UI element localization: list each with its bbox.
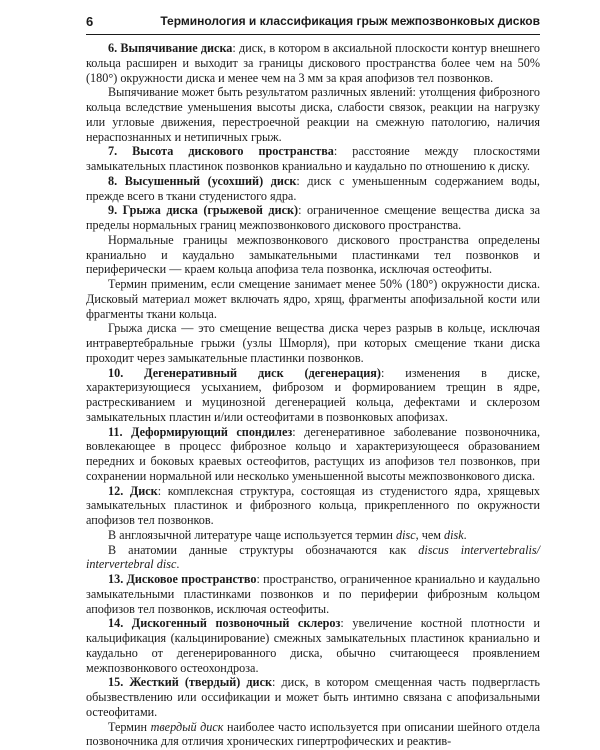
paragraph-text: , чем: [415, 527, 445, 542]
term: 15. Жесткий (твердый) диск: [108, 675, 272, 690]
definition: : дегенеративное заболевание позвоночника, вовлекающее в процесс фиброзное кольцо и характеризующееся образованием передних и боковых краевых остеофитов, растущих из апофизов тел позвонков, при сохранении нормальной или несколько уменьшенной высоты межпозвонкового диска.: [86, 424, 540, 483]
running-title: Терминология и классификация грыж межпозвонковых дисков: [160, 14, 540, 28]
term: 12. Диск: [108, 483, 158, 498]
paragraph-14: [86, 572, 540, 616]
paragraph-text: Нормальные границы межпозвонкового дискового пространства определены краниально и каудально замыкательными пластинками тел позвонков и периферически — краем кольца апофиза тела позвонка, исключая остеофиты.: [86, 232, 540, 277]
paragraph-text: Выпячивание может быть результатом различных явлений: утолщения фиброзного кольца вследствие уменьшения высоты диска, слабости связок, реакции на нагрузку или угловые движения, перестроечной реакции на смежную патологию, наличия нераспознанных и нетипичных грыж.: [86, 85, 540, 144]
term: 8. Высушенный (усохший) диск: [108, 173, 297, 188]
page-header: [86, 14, 540, 32]
term: 11. Деформирующий спондилез: [108, 424, 293, 439]
paragraph-7: [86, 277, 540, 321]
paragraph-11: [86, 484, 540, 528]
paragraph-15: [86, 616, 540, 675]
term: 10. Дегенеративный диск (дегенерация): [108, 365, 381, 380]
italic-term: твердый диск: [150, 719, 224, 734]
term: 7. Высота дискового пространства: [108, 144, 334, 159]
paragraph-text: .: [463, 527, 467, 542]
paragraph-text: Термин применим, если смещение занимает менее 50% (180°) окружности диска. Дисковый материал может включать ядро, хрящ, фрагменты апофизальной кости или фрагменты ткани кольца.: [86, 277, 540, 321]
paragraph-3: [86, 144, 540, 174]
paragraph-6: [86, 233, 540, 277]
definition: : диск, в котором в аксиальной плоскости контур внешнего кольца расширен и выходит за границы дискового пространства более чем на 50% (180°) окружности диска и менее чем на 3 мм за края апофизов тел позвонков.: [86, 41, 540, 85]
term: 14. Дискогенный позвоночный склероз: [108, 616, 341, 631]
paragraph-16: [86, 675, 540, 719]
definition: : комплексная структура, состоящая из студенистого ядра, хрящевых замыкательных пластинок и фиброзного кольца, прикрепленного по окружности апофизов тел позвонков.: [86, 483, 540, 527]
paragraph-12: [86, 528, 540, 543]
paragraph-8: [86, 321, 540, 365]
paragraph-9: [86, 366, 540, 425]
paragraph-13: [86, 543, 540, 573]
page-body: [86, 41, 540, 749]
paragraph-text: Грыжа диска — это смещение вещества диска через разрыв в кольце, исключая интравертебральные грыжи (узлы Шморля), при которых смещение ткани диска проходит через замыкательные пластинки позвонков.: [86, 321, 540, 365]
definition: : диск с уменьшенным содержанием воды, прежде всего в ткани студенистого ядра.: [86, 173, 540, 203]
page-number: 6: [86, 14, 94, 29]
paragraph-5: [86, 203, 540, 233]
definition: : изменения в диске, характеризующиеся усыханием, фиброзом и формированием трещин в ядре, растрескиванием и муцинозной дегенерацией кольца, дефектами и склерозом замыкательных пластин и/или остеофитами в позвонковых апофизах.: [86, 365, 540, 424]
paragraph-17: [86, 720, 540, 750]
paragraph-text: наиболее часто используется при описании шейного отдела позвоночника для отличия хронических гипертрофических и реактив-: [86, 719, 540, 749]
paragraph-text: В анатомии данные структуры обозначаются как: [108, 542, 419, 557]
italic-term: disc: [395, 527, 416, 542]
paragraph-text: .: [176, 557, 180, 572]
definition: : увеличение костной плотности и кальцификация (кальцинирование) смежных замыкательных пластинок краниально и каудально от дегенерированного диска, обычно считающееся проявлением межпозвонкового остеохондроза.: [86, 616, 540, 675]
definition: : пространство, ограниченное краниально и каудально замыкательными пластинками позвонков и по периферии фиброзным кольцом апофизов тел позвонков, исключая остеофиты.: [86, 572, 540, 616]
paragraph-2: [86, 85, 540, 144]
italic-term: discus intervertebralis/ intervertebral disc: [86, 542, 540, 572]
paragraph-4: [86, 174, 540, 204]
paragraph-10: [86, 425, 540, 484]
definition: : ограниченное смещение вещества диска за пределы нормальных границ межпозвонкового дискового пространства.: [86, 203, 540, 232]
definition: : диск, в котором смещенная часть подвергласть обызвествлению или оссификации и может быть интимно связана с апофизальными остеофитами.: [86, 675, 540, 719]
term: 6. Выпячивание диска: [108, 41, 233, 55]
term: 9. Грыжа диска (грыжевой диск): [108, 203, 299, 218]
paragraph-text: Термин: [108, 719, 151, 734]
term: 13. Дисковое пространство: [108, 572, 257, 586]
italic-term: disk: [444, 527, 464, 542]
header-rule: [86, 34, 540, 35]
definition: : расстояние между плоскостями замыкательных пластинок позвонков краниально и каудально по отношению к диску.: [86, 144, 540, 173]
paragraph-1: [86, 41, 540, 85]
paragraph-text: В англоязычной литературе чаще используется термин: [108, 527, 396, 542]
